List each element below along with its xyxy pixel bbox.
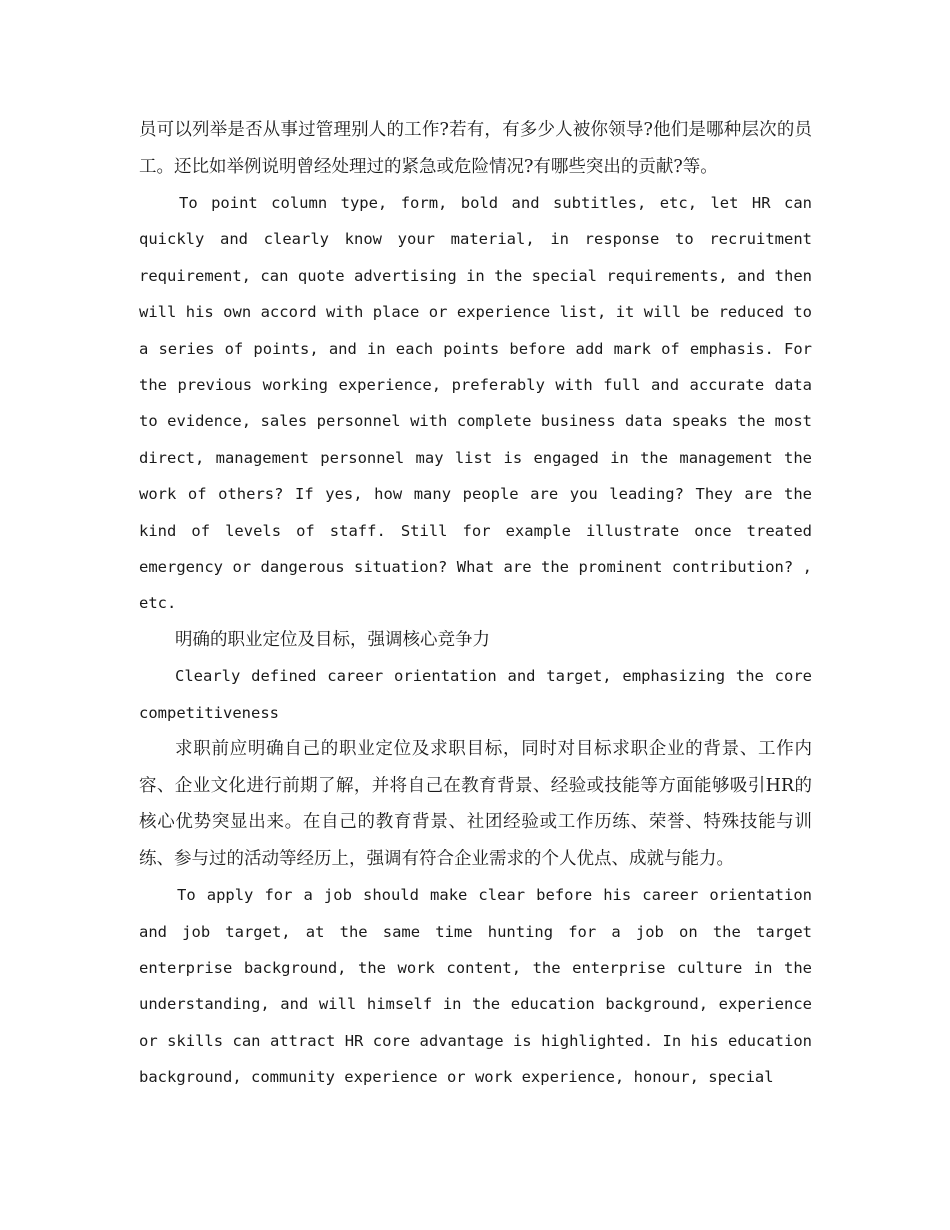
heading-career-orientation-zh: 明确的职业定位及目标，强调核心竞争力 (175, 629, 490, 650)
paragraph-format-points-en: To point column type, form, bold and subtitles, etc, let HR can quickly and clearly know your material, in response to recruitment requirement, can quote advertising in the special requirements, and then will his own accord with place or experience list, it will be reduced to a series of points, and in each points before add mark of emphasis. For the previous working experience, preferably with full and accurate data to evidence, sales personnel with complete business data speaks the most direct, management personnel may list is engaged in the management the work of others? If yes, how many people are you leading? They are the kind of levels of staff. Still for example illustrate once treated emergency or dangerous situation? What are the prominent contribution? , etc. (139, 194, 812, 613)
paragraph-job-target-en: To apply for a job should make clear before his career orientation and job target, at the same time hunting for a job on the target enterprise background, the work content, the enterprise culture in the understanding, and will himself in the education background, experience or skills can attract HR core advantage is highlighted. In his education background, community experience or work experience, honour, special (139, 886, 812, 1087)
heading-career-orientation-en: Clearly defined career orientation and target, emphasizing the core competitiveness (139, 667, 812, 722)
paragraph-management-experience-zh: 员可以列举是否从事过管理别人的工作?若有，有多少人被你领导?他们是哪种层次的员工。还比如举例说明曾经处理过的紧急或危险情况?有哪些突出的贡献?等。 (139, 120, 812, 177)
document-body (139, 112, 812, 1096)
paragraph-job-target-zh: 求职前应明确自己的职业定位及求职目标，同时对目标求职企业的背景、工作内容、企业文化进行前期了解，并将自己在教育背景、经验或技能等方面能够吸引HR的核心优势突显出来。在自己的教育背景、社团经验或工作历练、荣誉、特殊技能与训练、参与过的活动等经历上，强调有符合企业需求的个人优点、成就与能力。 (139, 739, 812, 869)
